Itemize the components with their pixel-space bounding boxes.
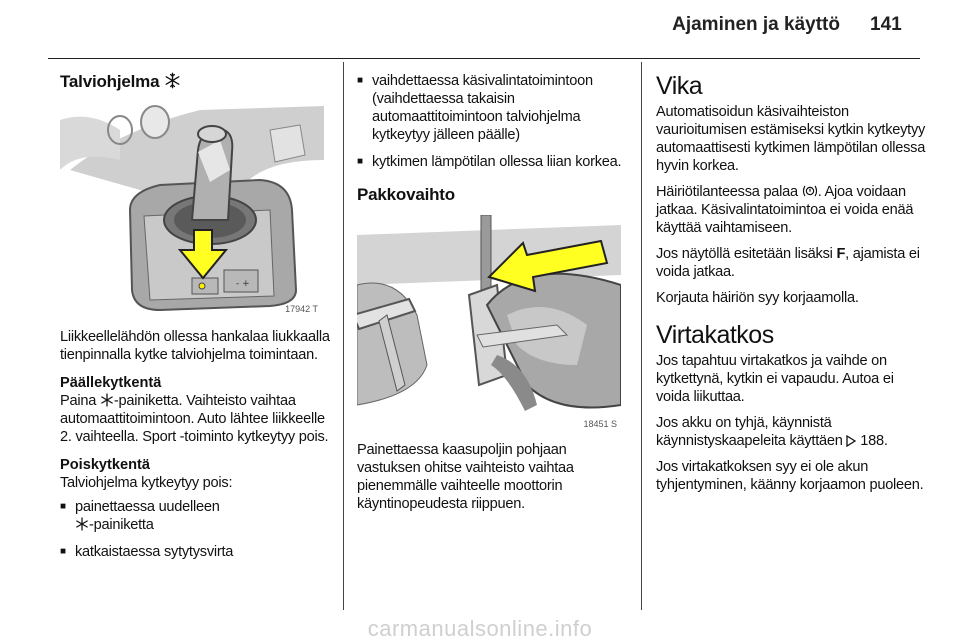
list-item: ■ vaihdettaessa käsivalintatoimintoon (vaihdettaessa takaisin automaattitoimintoon talviohjelma kytkeytyy jälleen päälle) [357, 73, 593, 143]
kickdown-heading: Pakkovaihto [357, 185, 455, 204]
snowflake-icon [75, 517, 89, 531]
winter-intro-text: Liikkeellelähdön ollessa hankalaa liukkaalla tienpinnalla kytke talviohjelma toimintaan. [60, 329, 330, 363]
power-paragraph-2: Jos akku on tyhjä, käynnistä käynnistyskaapeleita käyttäen 188. [656, 415, 888, 449]
fault-paragraph-1: Automatisoidun käsivaihteiston vaurioitumisen estämiseksi kytkin kytkeytyy automaattisesti kytkimen lämpötilan ollessa hyvin korkea. [656, 104, 926, 174]
page-number: 141 [870, 14, 902, 35]
column-divider-1 [343, 62, 344, 610]
winter-program-heading: Talviohjelma [60, 72, 330, 92]
snowflake-icon [100, 393, 114, 407]
list-item: ■ kytkimen lämpötilan ollessa liian korkea. [357, 154, 622, 170]
switch-off-heading: Poiskytkentä [60, 457, 151, 473]
power-paragraph-3: Jos virtakatkoksen syy ei ole akun tyhjentyminen, käänny korjaamon puoleen. [656, 459, 924, 493]
pedal-illustration [357, 215, 621, 427]
gear-fault-icon [802, 184, 818, 198]
power-paragraph-1: Jos tapahtuu virtakatkos ja vaihde on kytkettynä, kytkin ei vapaudu. Autoa ei voida liikuttaa. [656, 353, 894, 405]
page-reference-icon [846, 435, 856, 447]
gear-selector-illustration [60, 100, 324, 312]
snowflake-icon [164, 72, 181, 89]
switch-on-text: Paina -painiketta. Vaihteisto vaihtaa automaattitoimintoon. Auto lähtee liikkeelle 2. vaihteella. Sport -toiminto kytkeytyy pois. [60, 393, 329, 445]
header-divider [48, 58, 920, 59]
switch-off-list-continued [357, 72, 625, 171]
list-item: ■ painettaessa uudelleen -painiketta [60, 499, 220, 533]
column-2 [357, 72, 625, 521]
pedal-figure [357, 215, 621, 427]
power-failure-heading: Virtakatkos [656, 321, 774, 349]
svg-text:- +: - + [236, 279, 250, 289]
watermark: carmanualsonline.info [367, 616, 593, 641]
figure-code: 18451 S [583, 419, 617, 429]
list-item: ■ katkaistaessa sytytysvirta [60, 544, 234, 560]
fault-paragraph-3: Jos näytöllä esitetään lisäksi F, ajamista ei voida jatkaa. [656, 246, 920, 280]
fault-paragraph-4: Korjauta häiriön syy korjaamolla. [656, 290, 859, 306]
switch-on-heading: Päällekytkentä [60, 375, 162, 391]
column-1 [60, 72, 330, 570]
switch-off-intro: Talviohjelma kytkeytyy pois: [60, 475, 233, 491]
figure-code: 17942 T [285, 304, 318, 314]
gear-selector-figure [60, 100, 324, 312]
fault-paragraph-2: Häiriötilanteessa palaa . Ajoa voidaan jatkaa. Käsivalintatoimintoa ei voida enää käyttää vaihtamiseen. [656, 184, 914, 236]
column-divider-2 [641, 62, 642, 610]
kickdown-text: Painettaessa kaasupoljin pohjaan vastuksen ohitse vaihteisto vaihtaa pienemmälle vaihteelle moottorin käyntinopeudesta riippuen. [357, 442, 574, 512]
running-head-title: Ajaminen ja käyttö [672, 14, 840, 35]
switch-off-list [60, 498, 330, 561]
fault-heading: Vika [656, 72, 703, 100]
column-3 [656, 72, 928, 502]
